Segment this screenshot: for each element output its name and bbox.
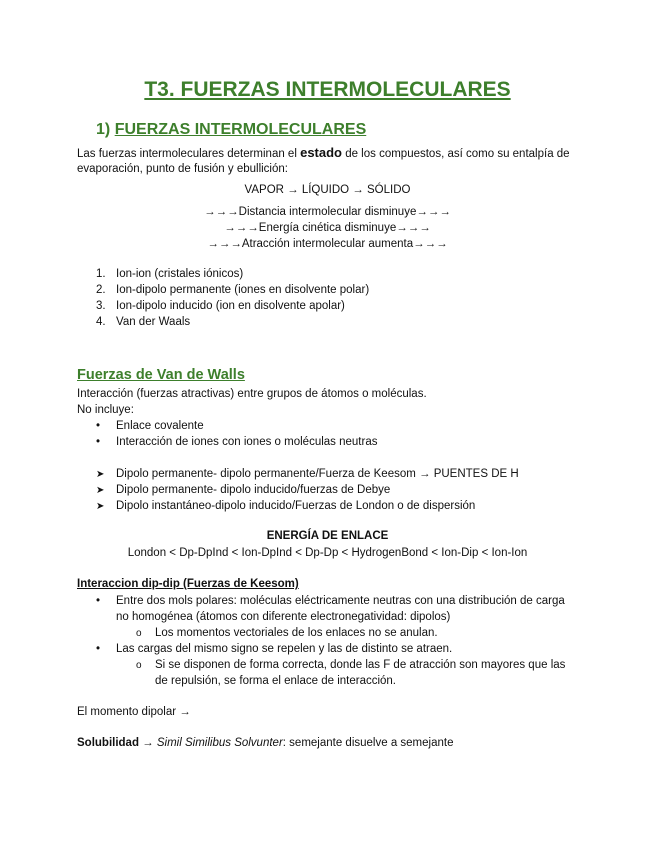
section-number: 1) bbox=[96, 121, 111, 138]
solubility-line bbox=[77, 737, 453, 749]
intro-text-cont: de los compuestos, así como su entalpía de bbox=[342, 148, 570, 160]
energy-title: ENERGÍA DE ENLACE bbox=[266, 530, 389, 542]
circle-bullet-icon: o bbox=[136, 660, 142, 671]
solubility-label: Solubilidad bbox=[77, 737, 139, 749]
trend-attraction: →→→Atracción intermolecular aumenta→→→ bbox=[207, 238, 448, 250]
circle-bullet-icon: o bbox=[136, 628, 142, 639]
list-item: Interacción de iones con iones o moléculas neutras bbox=[116, 436, 378, 448]
list-item-cont: no homogénea (átomos con diferente electronegatividad: dipolos) bbox=[116, 611, 451, 623]
intro-paragraph-line1 bbox=[77, 145, 570, 160]
intro-text: Las fuerzas intermoleculares determinan el bbox=[77, 148, 301, 160]
page-title: T3. FUERZAS INTERMOLECULARES bbox=[144, 78, 511, 101]
intro-bold-word: estado bbox=[300, 145, 342, 160]
section-heading-2: Fuerzas de Van de Walls bbox=[77, 367, 245, 383]
energy-order: London < Dp-DpInd < Ion-DpInd < Dp-Dp < HydrogenBond < Ion-Dip < Ion-Ion bbox=[127, 547, 528, 559]
vdw-definition: Interacción (fuerzas atractivas) entre grupos de átomos o moléculas. bbox=[77, 388, 427, 400]
arrowhead-bullet-icon: ➤ bbox=[96, 485, 105, 496]
arrowhead-bullet-icon: ➤ bbox=[96, 501, 105, 512]
list-item: Entre dos mols polares: moléculas eléctricamente neutras con una distribución de carga bbox=[116, 595, 565, 607]
sub-list-item: Si se disponen de forma correcta, donde las F de atracción son mayores que las bbox=[155, 659, 566, 671]
bullet-icon: • bbox=[96, 643, 101, 655]
bullet-icon: • bbox=[96, 595, 101, 607]
list-item: Dipolo permanente- dipolo inducido/fuerzas de Debye bbox=[116, 484, 391, 496]
list-number: 1. bbox=[96, 268, 106, 280]
sub-list-item: Los momentos vectoriales de los enlaces no se anulan. bbox=[155, 627, 438, 639]
sub-list-item-cont: de repulsión, se forma el enlace de interacción. bbox=[155, 675, 397, 687]
list-item: Ion-ion (cristales iónicos) bbox=[116, 268, 244, 280]
list-number: 4. bbox=[96, 316, 106, 328]
list-number: 2. bbox=[96, 284, 106, 296]
section-heading-3: Interaccion dip-dip (Fuerzas de Keesom) bbox=[77, 578, 299, 590]
arrow-right-icon: → bbox=[138, 737, 157, 749]
list-item: Ion-dipolo permanente (iones en disolvente polar) bbox=[116, 284, 370, 296]
bullet-icon: • bbox=[96, 436, 101, 448]
section-heading-1 bbox=[96, 121, 366, 139]
trend-kinetic: →→→Energía cinética disminuye→→→ bbox=[224, 222, 431, 234]
list-item: Las cargas del mismo signo se repelen y las de distinto se atraen. bbox=[116, 643, 453, 655]
dipole-moment-line: El momento dipolar → bbox=[77, 706, 191, 718]
trend-distance: →→→Distancia intermolecular disminuye→→→ bbox=[204, 206, 451, 218]
intro-paragraph-line2: evaporación, punto de fusión y ebullición: bbox=[77, 163, 288, 175]
arrowhead-bullet-icon: ➤ bbox=[96, 469, 105, 480]
bullet-icon: • bbox=[96, 420, 101, 432]
section-heading-text: FUERZAS INTERMOLECULARES bbox=[114, 121, 367, 138]
vdw-excludes-label: No incluye: bbox=[77, 404, 134, 416]
list-item: Van der Waals bbox=[116, 316, 191, 328]
list-item: Ion-dipolo inducido (ion en disolvente apolar) bbox=[116, 300, 345, 312]
list-item: Dipolo instantáneo-dipolo inducido/Fuerzas de London o de dispersión bbox=[116, 500, 476, 512]
list-number: 3. bbox=[96, 300, 106, 312]
list-item: Dipolo permanente- dipolo permanente/Fuerza de Keesom → PUENTES DE H bbox=[116, 468, 519, 480]
solubility-text: : semejante disuelve a semejante bbox=[282, 737, 454, 749]
states-sequence: VAPOR → LÍQUIDO → SÓLIDO bbox=[244, 184, 411, 196]
list-item: Enlace covalente bbox=[116, 420, 204, 432]
solubility-latin: Simil Similibus Solvunter bbox=[156, 737, 283, 749]
